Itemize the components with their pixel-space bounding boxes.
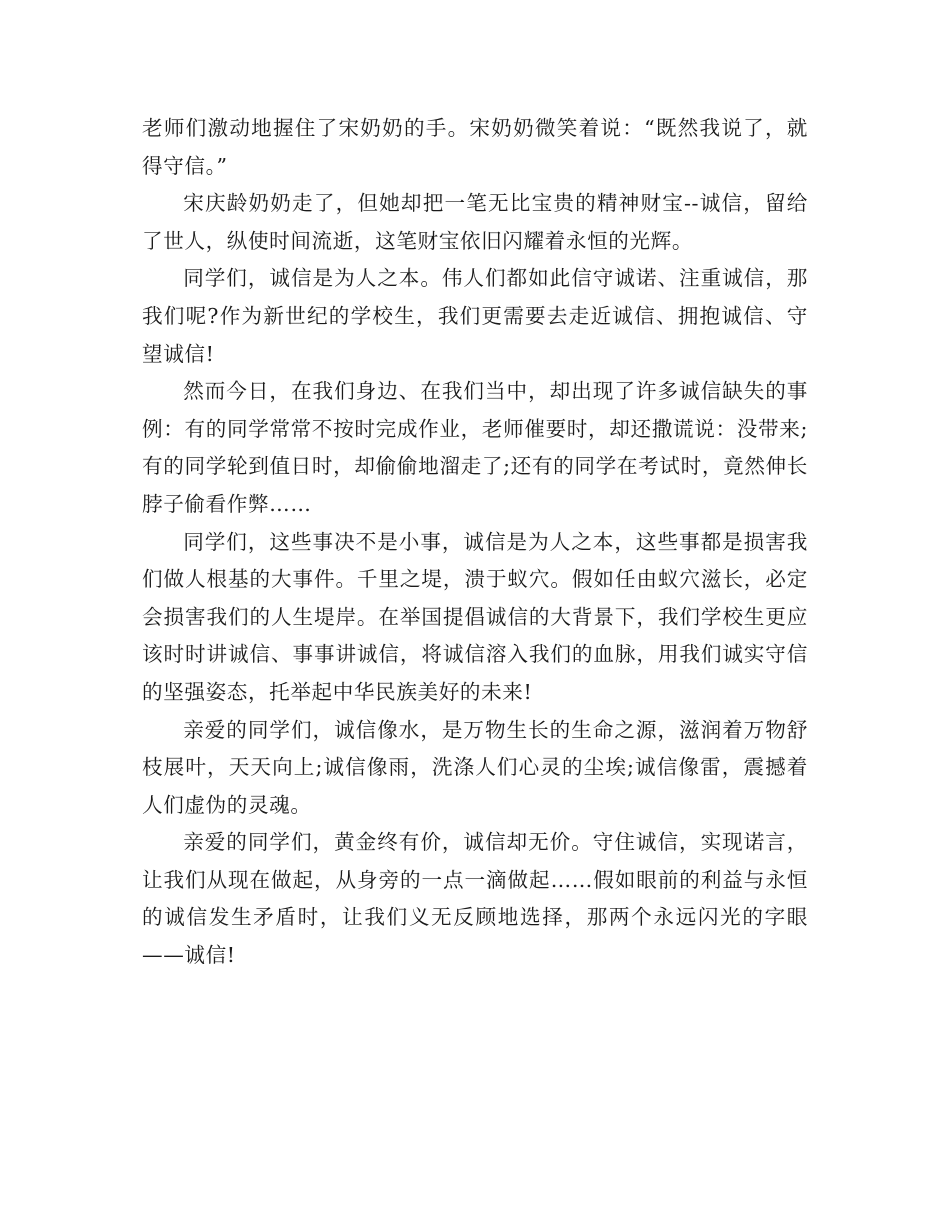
document-body (142, 110, 808, 975)
paragraph: 亲爱的同学们，黄金终有价，诚信却无价。守住诚信，实现诺言，让我们从现在做起，从身旁的一点一滴做起……假如眼前的利益与永恒的诚信发生矛盾时，让我们义无反顾地选择，那两个永远闪光的字眼——诚信! (142, 830, 808, 968)
paragraph: 亲爱的同学们，诚信像水，是万物生长的生命之源，滋润着万物舒枝展叶，天天向上;诚信像雨，洗涤人们心灵的尘埃;诚信像雷，震撼着人们虚伪的灵魂。 (142, 717, 808, 817)
paragraph: 然而今日，在我们身边、在我们当中，却出现了许多诚信缺失的事例：有的同学常常不按时完成作业，老师催要时，却还撒谎说：没带来;有的同学轮到值日时，却偷偷地溜走了;还有的同学在考试时，竟然伸长脖子偷看作弊…… (142, 379, 808, 516)
paragraph: 同学们，诚信是为人之本。伟人们都如此信守诚诺、注重诚信，那我们呢?作为新世纪的学校生，我们更需要去走近诚信、拥抱诚信、守望诚信! (142, 266, 808, 366)
paragraph: 同学们，这些事决不是小事，诚信是为人之本，这些事都是损害我们做人根基的大事件。千里之堤，溃于蚁穴。假如任由蚁穴滋长，必定会损害我们的人生堤岸。在举国提倡诚信的大背景下，我们学校生更应该时时讲诚信、事事讲诚信，将诚信溶入我们的血脉，用我们诚实守信的坚强姿态，托举起中华民族美好的未来! (142, 529, 808, 704)
paragraph: 老师们激动地握住了宋奶奶的手。宋奶奶微笑着说：“既然我说了，就得守信。” (142, 116, 808, 178)
paragraph: 宋庆龄奶奶走了，但她却把一笔无比宝贵的精神财宝--诚信，留给了世人，纵使时间流逝，这笔财宝依旧闪耀着永恒的光辉。 (142, 191, 808, 253)
